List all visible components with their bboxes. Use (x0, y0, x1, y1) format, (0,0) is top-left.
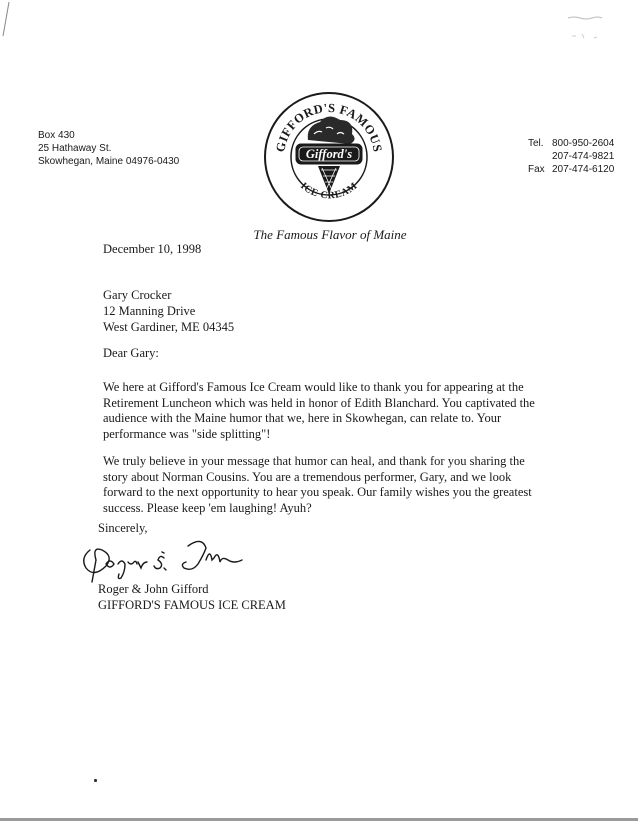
scan-bottom-edge (0, 818, 638, 821)
contact-numbers (528, 137, 614, 176)
scan-smudge-mark (560, 12, 610, 44)
logo-arc-top-text: GIFFORD'S FAMOUS (273, 100, 385, 154)
signer-company: GIFFORD'S FAMOUS ICE CREAM (98, 598, 286, 612)
recipient-line: Gary Crocker (103, 288, 172, 302)
handwritten-signature (76, 530, 276, 584)
return-address-line: 25 Hathaway St. (38, 143, 112, 154)
tagline: The Famous Flavor of Maine (253, 227, 407, 242)
return-address-line: Skowhegan, Maine 04976-0430 (38, 156, 180, 167)
letter-date: December 10, 1998 (103, 242, 202, 256)
contact-label (528, 150, 552, 163)
contact-value: 207-474-9821 (552, 151, 615, 162)
scan-edge-mark (0, 0, 14, 40)
body-paragraph: We truly believe in your message that humor can heal, and thank for you sharing the story about Norman Cousins. You are a tremendous performer, Gary, and we look forward to the next opportunity to hear you speak. Our family wishes you the greatest success. Please keep 'em laughing! Ayuh? (103, 454, 532, 515)
contact-row (528, 137, 614, 150)
contact-value: 800-950-2604 (552, 138, 615, 149)
ice-cream-scoop-icon (308, 116, 355, 144)
recipient-line: West Gardiner, ME 04345 (103, 320, 235, 334)
contact-label: Tel. (528, 138, 544, 149)
return-address-line: Box 430 (38, 130, 75, 141)
gifford-logo-seal (262, 90, 396, 224)
recipient-address (103, 287, 234, 335)
logo-center-text: Gifford's (305, 147, 353, 161)
recipient-line: 12 Manning Drive (103, 304, 196, 318)
contact-row (528, 163, 614, 176)
return-address (38, 129, 179, 168)
contact-value: 207-474-6120 (552, 164, 615, 175)
contact-label: Fax (528, 164, 545, 175)
salutation: Dear Gary: (103, 346, 159, 360)
scan-speck (94, 779, 97, 782)
logo-arc-bottom-text: ICE CREAM (298, 180, 360, 202)
contact-row (528, 150, 614, 163)
signer-name: Roger & John Gifford (98, 582, 209, 596)
closing: Sincerely, (98, 521, 148, 535)
signer-block (98, 581, 286, 613)
body-paragraph: We here at Gifford's Famous Ice Cream would like to thank you for appearing at the Retirement Luncheon which was held in honor of Edith Blanchard. You captivated the audience with the Maine humor that we, here in Skowhegan, can relate to. Your performance was "side splitting"! (103, 380, 535, 441)
